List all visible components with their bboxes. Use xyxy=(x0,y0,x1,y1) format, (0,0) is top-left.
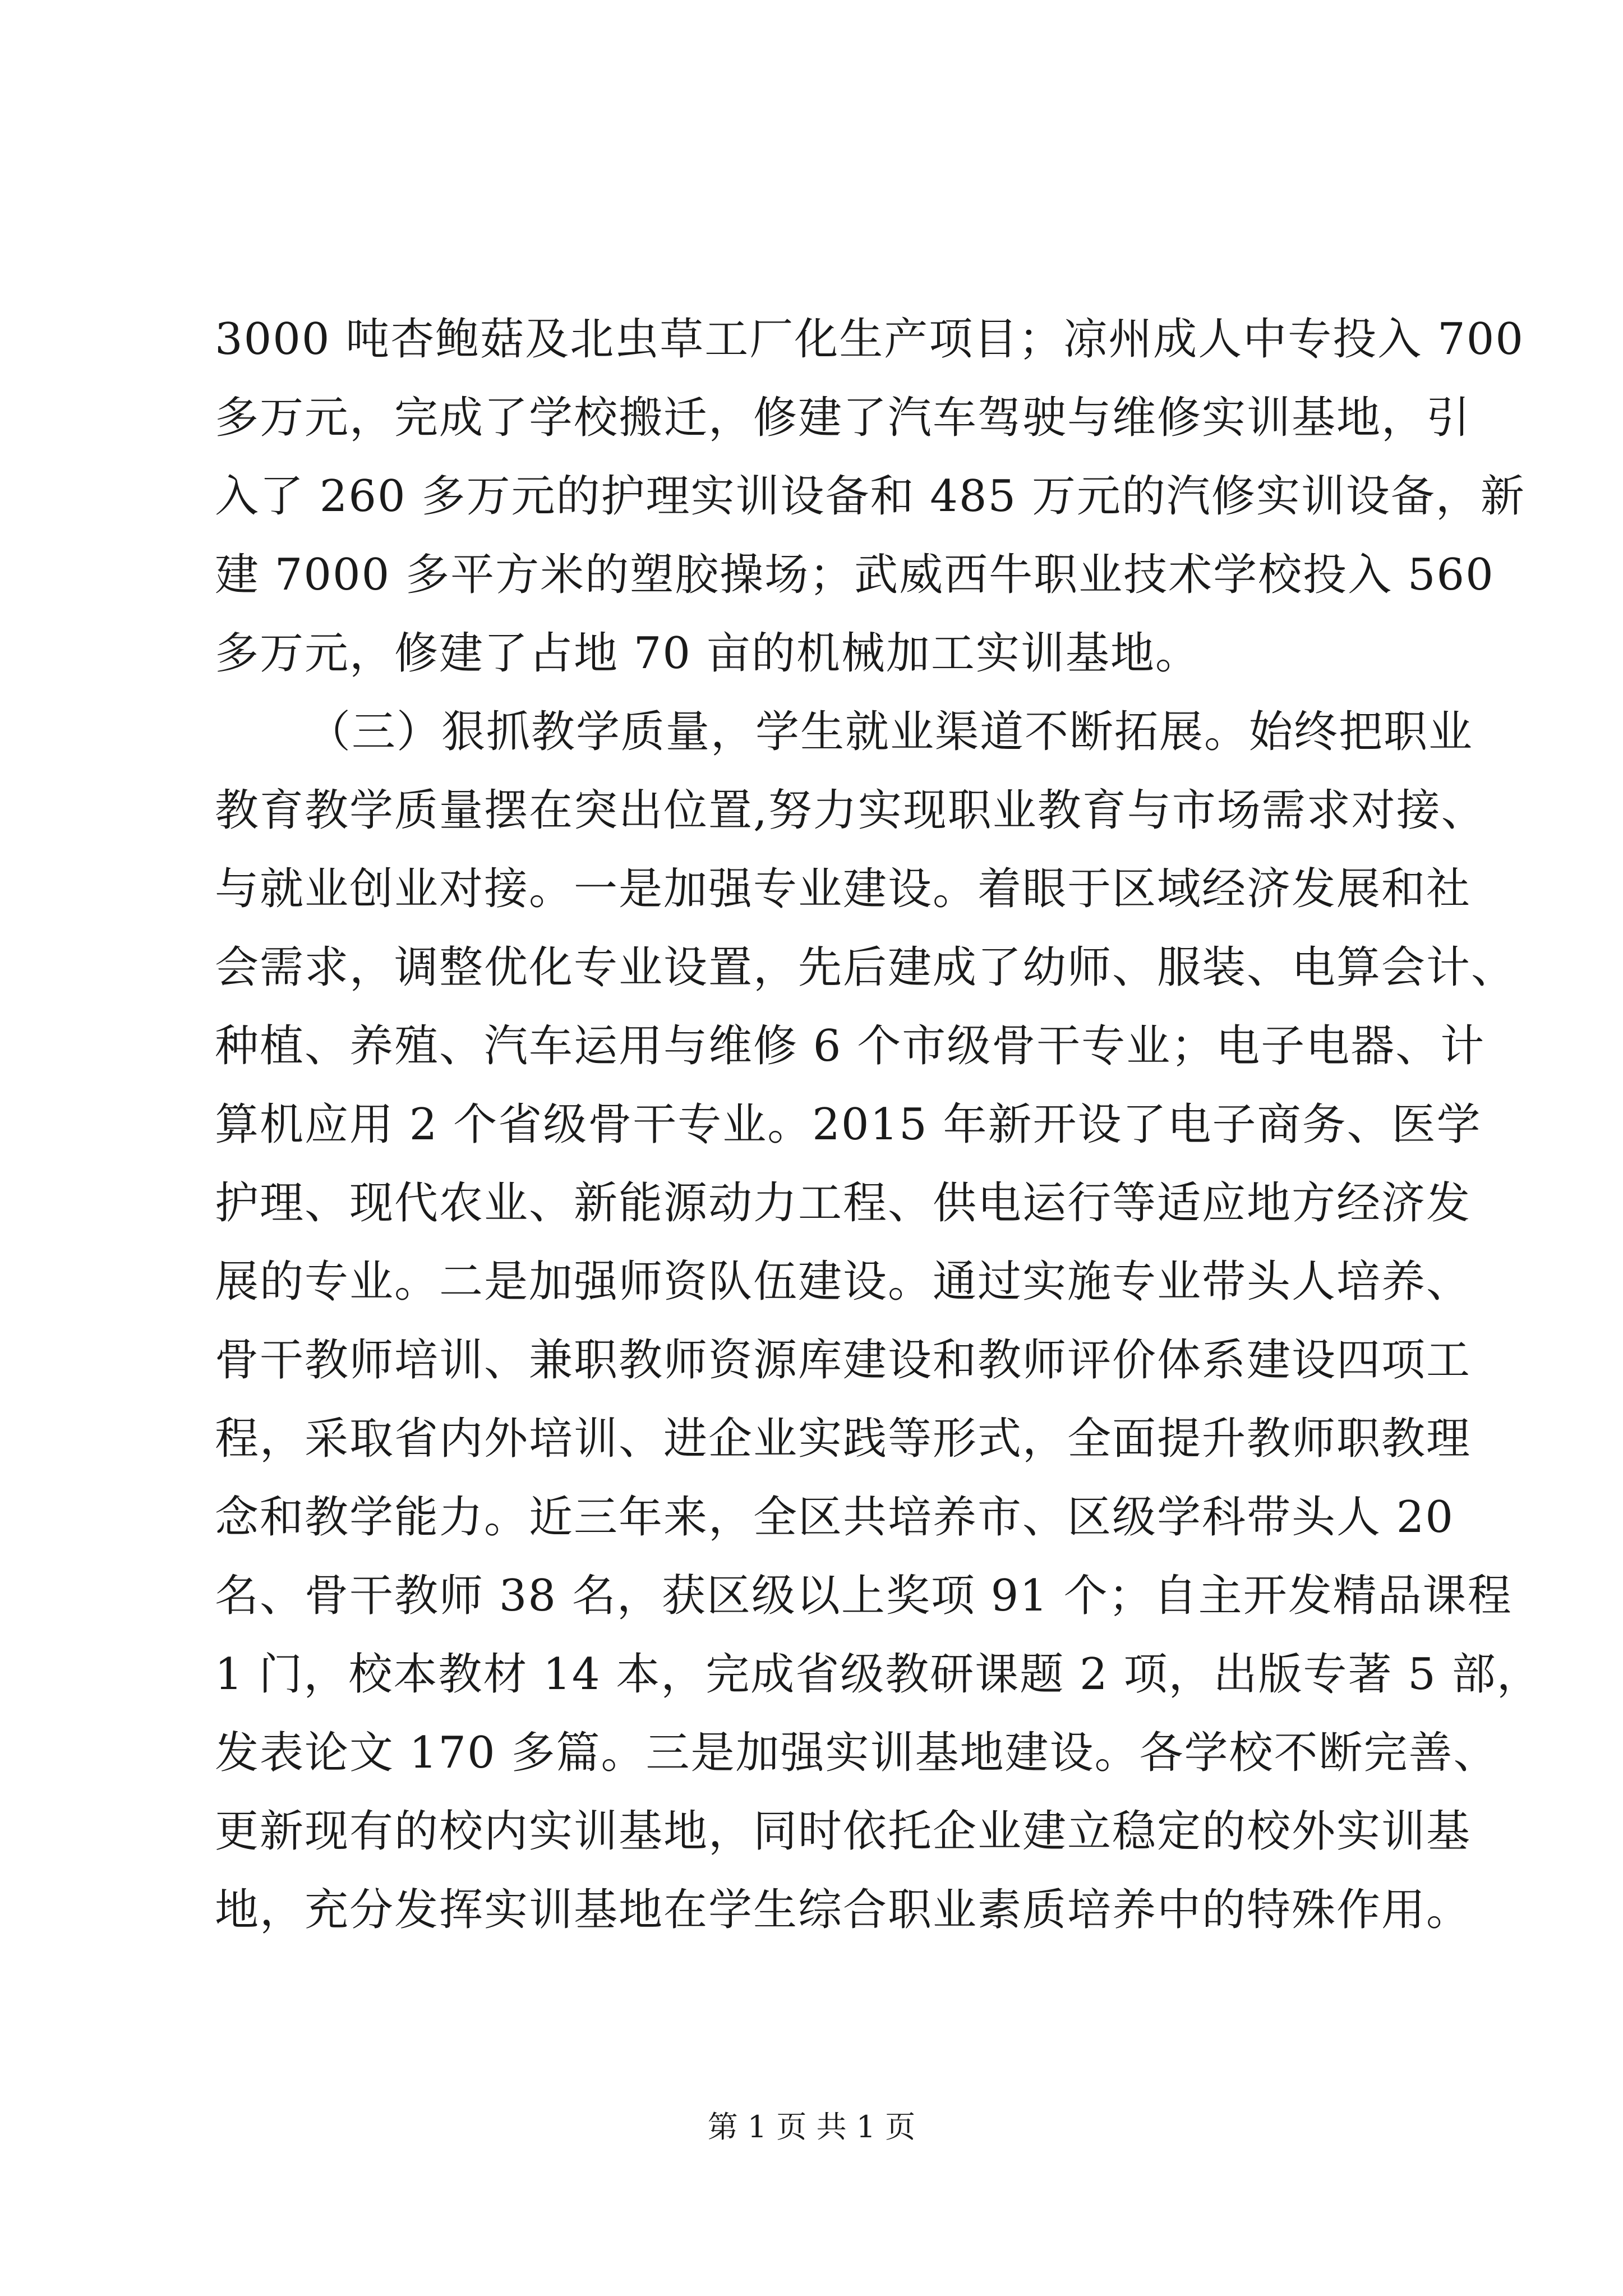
text-line: 会需求，调整优化专业设置，先后建成了幼师、服装、电算会计、 xyxy=(215,942,1516,993)
text-line: 教育教学质量摆在突出位置,努力实现职业教育与市场需求对接、 xyxy=(215,785,1486,836)
text-line: 种植、养殖、汽车运用与维修 6 个市级骨干专业；电子电器、计 xyxy=(215,1021,1486,1071)
text-line: 程，采取省内外培训、进企业实践等形式，全面提升教师职教理 xyxy=(215,1414,1472,1464)
text-line: 多万元，完成了学校搬迁，修建了汽车驾驶与维修实训基地，引 xyxy=(215,393,1472,443)
text-line: 念和教学能力。近三年来，全区共培养市、区级学科带头人 20 xyxy=(215,1492,1455,1543)
text-line: 算机应用 2 个省级骨干专业。2015 年新开设了电子商务、医学 xyxy=(215,1099,1482,1150)
text-line: 发表论文 170 多篇。三是加强实训基地建设。各学校不断完善、 xyxy=(215,1728,1498,1778)
text-line: 展的专业。二是加强师资队伍建设。通过实施专业带头人培养、 xyxy=(215,1257,1472,1307)
text-line: 入了 260 多万元的护理实训设备和 485 万元的汽修实训设备，新 xyxy=(215,471,1525,522)
text-line: 与就业创业对接。一是加强专业建设。着眼于区域经济发展和社 xyxy=(215,864,1472,914)
text-line: 骨干教师培训、兼职教师资源库建设和教师评价体系建设四项工 xyxy=(215,1335,1472,1386)
text-line: 建 7000 多平方米的塑胶操场；武威西牛职业技术学校投入 560 xyxy=(215,550,1495,600)
text-line: 3000 吨杏鲍菇及北虫草工厂化生产项目；凉州成人中专投入 700 xyxy=(215,314,1524,365)
section-heading-line: （三）狠抓教学质量，学生就业渠道不断拓展。始终把职业 xyxy=(307,707,1474,757)
text-line: 1 门，校本教材 14 本，完成省级教研课题 2 项，出版专著 5 部， xyxy=(215,1649,1542,1700)
text-line: 多万元，修建了占地 70 亩的机械加工实训基地。 xyxy=(215,628,1200,679)
text-line: 名、骨干教师 38 名，获区级以上奖项 91 个；自主开发精品课程 xyxy=(215,1571,1513,1621)
text-line: 地，充分发挥实训基地在学生综合职业素质培养中的特殊作用。 xyxy=(215,1885,1472,1935)
page-number-footer: 第 1 页 共 1 页 xyxy=(707,2109,916,2145)
text-line: 护理、现代农业、新能源动力工程、供电运行等适应地方经济发 xyxy=(215,1178,1472,1228)
text-line: 更新现有的校内实训基地，同时依托企业建立稳定的校外实训基 xyxy=(215,1806,1472,1857)
